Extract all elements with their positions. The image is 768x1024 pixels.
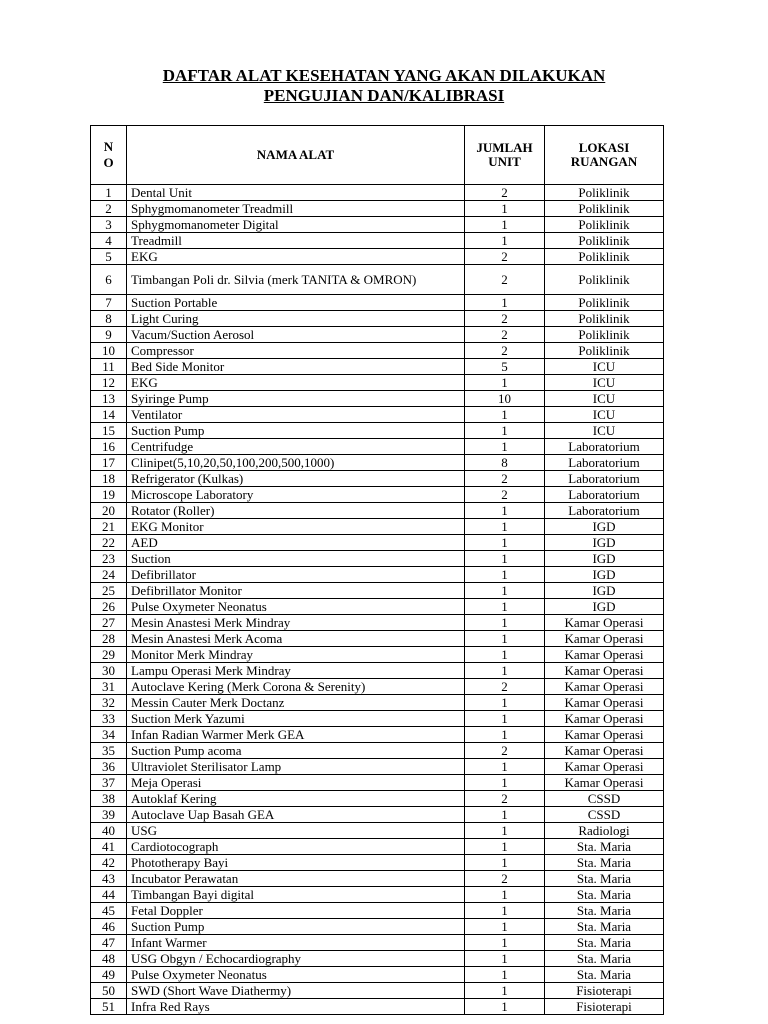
row-location: ICU — [545, 359, 664, 375]
table-row — [91, 999, 664, 1015]
equipment-table — [90, 125, 664, 1015]
row-location: Fisioterapi — [545, 983, 664, 999]
row-location: Sta. Maria — [545, 903, 664, 919]
row-equipment-name: Suction Pump — [127, 423, 465, 439]
table-row — [91, 407, 664, 423]
row-equipment-name: Autoklaf Kering — [127, 791, 465, 807]
document-title — [0, 66, 768, 106]
row-location: Poliklinik — [545, 327, 664, 343]
table-row — [91, 775, 664, 791]
row-equipment-name: Incubator Perawatan — [127, 871, 465, 887]
table-row — [91, 887, 664, 903]
row-location: Kamar Operasi — [545, 743, 664, 759]
row-equipment-name: Ventilator — [127, 407, 465, 423]
row-unit-count: 2 — [465, 327, 545, 343]
row-location: Sta. Maria — [545, 871, 664, 887]
row-location: Poliklinik — [545, 311, 664, 327]
row-equipment-name: Cardiotocograph — [127, 839, 465, 855]
row-location: Kamar Operasi — [545, 631, 664, 647]
table-row — [91, 631, 664, 647]
row-number: 9 — [91, 327, 127, 343]
row-unit-count: 2 — [465, 471, 545, 487]
table-body — [91, 185, 664, 1015]
row-location: Kamar Operasi — [545, 679, 664, 695]
row-number: 43 — [91, 871, 127, 887]
row-equipment-name: Timbangan Poli dr. Silvia (merk TANITA & OMRON) — [127, 265, 465, 295]
row-location: Poliklinik — [545, 249, 664, 265]
header-qty-line-2: UNIT — [488, 154, 521, 169]
row-equipment-name: Autoclave Uap Basah GEA — [127, 807, 465, 823]
row-unit-count: 1 — [465, 375, 545, 391]
table-row — [91, 201, 664, 217]
row-unit-count: 8 — [465, 455, 545, 471]
row-equipment-name: Sphygmomanometer Treadmill — [127, 201, 465, 217]
row-location: Sta. Maria — [545, 951, 664, 967]
row-equipment-name: Suction Pump — [127, 919, 465, 935]
table-row — [91, 791, 664, 807]
row-equipment-name: Messin Cauter Merk Doctanz — [127, 695, 465, 711]
row-equipment-name: Monitor Merk Mindray — [127, 647, 465, 663]
row-location: Poliklinik — [545, 233, 664, 249]
row-equipment-name: Defibrillator Monitor — [127, 583, 465, 599]
row-number: 36 — [91, 759, 127, 775]
row-unit-count: 2 — [465, 311, 545, 327]
row-equipment-name: Infant Warmer — [127, 935, 465, 951]
row-unit-count: 2 — [465, 743, 545, 759]
row-location: Laboratorium — [545, 471, 664, 487]
row-equipment-name: EKG — [127, 375, 465, 391]
table-row — [91, 343, 664, 359]
table-row — [91, 903, 664, 919]
table-row — [91, 567, 664, 583]
title-line-1: DAFTAR ALAT KESEHATAN YANG AKAN DILAKUKAN — [162, 66, 606, 85]
header-no-line-1: N — [103, 139, 114, 154]
header-qty-line-1: JUMLAH — [476, 140, 533, 155]
row-number: 49 — [91, 967, 127, 983]
row-location: ICU — [545, 375, 664, 391]
row-unit-count: 1 — [465, 233, 545, 249]
row-equipment-name: Ultraviolet Sterilisator Lamp — [127, 759, 465, 775]
row-equipment-name: Compressor — [127, 343, 465, 359]
table-row — [91, 551, 664, 567]
row-location: Kamar Operasi — [545, 647, 664, 663]
table-row — [91, 375, 664, 391]
row-equipment-name: SWD (Short Wave Diathermy) — [127, 983, 465, 999]
header-no — [91, 126, 127, 185]
table-row — [91, 807, 664, 823]
row-equipment-name: Meja Operasi — [127, 775, 465, 791]
row-equipment-name: Defibrillator — [127, 567, 465, 583]
row-number: 23 — [91, 551, 127, 567]
row-equipment-name: Treadmill — [127, 233, 465, 249]
row-number: 40 — [91, 823, 127, 839]
row-equipment-name: Suction Merk Yazumi — [127, 711, 465, 727]
table-row — [91, 265, 664, 295]
row-unit-count: 1 — [465, 535, 545, 551]
row-number: 14 — [91, 407, 127, 423]
row-unit-count: 1 — [465, 647, 545, 663]
table-row — [91, 679, 664, 695]
row-location: Sta. Maria — [545, 855, 664, 871]
row-number: 19 — [91, 487, 127, 503]
row-unit-count: 1 — [465, 983, 545, 999]
table-row — [91, 249, 664, 265]
header-qty — [465, 126, 545, 185]
table-row — [91, 439, 664, 455]
row-number: 46 — [91, 919, 127, 935]
row-unit-count: 1 — [465, 599, 545, 615]
row-unit-count: 1 — [465, 711, 545, 727]
table-row — [91, 327, 664, 343]
row-unit-count: 1 — [465, 217, 545, 233]
row-equipment-name: Fetal Doppler — [127, 903, 465, 919]
row-number: 31 — [91, 679, 127, 695]
row-number: 21 — [91, 519, 127, 535]
row-unit-count: 1 — [465, 295, 545, 311]
row-unit-count: 1 — [465, 855, 545, 871]
row-unit-count: 2 — [465, 249, 545, 265]
row-location: Sta. Maria — [545, 919, 664, 935]
row-unit-count: 1 — [465, 503, 545, 519]
row-unit-count: 1 — [465, 583, 545, 599]
table-row — [91, 647, 664, 663]
table-row — [91, 983, 664, 999]
row-equipment-name: EKG Monitor — [127, 519, 465, 535]
row-unit-count: 1 — [465, 439, 545, 455]
row-unit-count: 1 — [465, 887, 545, 903]
table-row — [91, 935, 664, 951]
row-unit-count: 1 — [465, 567, 545, 583]
table-row — [91, 823, 664, 839]
row-unit-count: 1 — [465, 407, 545, 423]
row-equipment-name: Lampu Operasi Merk Mindray — [127, 663, 465, 679]
row-number: 3 — [91, 217, 127, 233]
row-number: 25 — [91, 583, 127, 599]
row-number: 47 — [91, 935, 127, 951]
header-location-line-1: LOKASI — [578, 140, 630, 155]
row-equipment-name: Refrigerator (Kulkas) — [127, 471, 465, 487]
row-unit-count: 1 — [465, 695, 545, 711]
row-unit-count: 2 — [465, 679, 545, 695]
row-unit-count: 1 — [465, 631, 545, 647]
row-number: 50 — [91, 983, 127, 999]
row-equipment-name: Timbangan Bayi digital — [127, 887, 465, 903]
table-row — [91, 871, 664, 887]
row-equipment-name: Sphygmomanometer Digital — [127, 217, 465, 233]
table-row — [91, 743, 664, 759]
header-no-line-2: O — [103, 155, 114, 170]
row-unit-count: 1 — [465, 759, 545, 775]
row-number: 1 — [91, 185, 127, 201]
row-location: Poliklinik — [545, 265, 664, 295]
row-equipment-name: Infan Radian Warmer Merk GEA — [127, 727, 465, 743]
table-row — [91, 295, 664, 311]
row-equipment-name: Phototherapy Bayi — [127, 855, 465, 871]
row-location: IGD — [545, 567, 664, 583]
row-location: Kamar Operasi — [545, 727, 664, 743]
table-row — [91, 487, 664, 503]
row-unit-count: 10 — [465, 391, 545, 407]
table-row — [91, 599, 664, 615]
row-number: 30 — [91, 663, 127, 679]
table-row — [91, 711, 664, 727]
table-row — [91, 695, 664, 711]
table-row — [91, 185, 664, 201]
row-unit-count: 2 — [465, 185, 545, 201]
row-equipment-name: Centrifudge — [127, 439, 465, 455]
table-row — [91, 503, 664, 519]
row-equipment-name: Rotator (Roller) — [127, 503, 465, 519]
row-location: Kamar Operasi — [545, 775, 664, 791]
row-equipment-name: Vacum/Suction Aerosol — [127, 327, 465, 343]
table-row — [91, 455, 664, 471]
row-number: 7 — [91, 295, 127, 311]
row-number: 5 — [91, 249, 127, 265]
row-location: Sta. Maria — [545, 935, 664, 951]
row-location: Sta. Maria — [545, 887, 664, 903]
row-number: 42 — [91, 855, 127, 871]
row-location: Laboratorium — [545, 439, 664, 455]
row-number: 29 — [91, 647, 127, 663]
row-location: Kamar Operasi — [545, 663, 664, 679]
row-unit-count: 1 — [465, 919, 545, 935]
row-unit-count: 1 — [465, 727, 545, 743]
table-row — [91, 855, 664, 871]
table-row — [91, 839, 664, 855]
row-number: 32 — [91, 695, 127, 711]
row-number: 35 — [91, 743, 127, 759]
row-number: 17 — [91, 455, 127, 471]
row-location: Kamar Operasi — [545, 711, 664, 727]
row-location: Poliklinik — [545, 217, 664, 233]
row-location: Kamar Operasi — [545, 695, 664, 711]
row-location: IGD — [545, 599, 664, 615]
row-equipment-name: Pulse Oxymeter Neonatus — [127, 599, 465, 615]
row-location: Laboratorium — [545, 455, 664, 471]
table-row — [91, 217, 664, 233]
table-row — [91, 359, 664, 375]
row-unit-count: 1 — [465, 999, 545, 1015]
row-equipment-name: Syiringe Pump — [127, 391, 465, 407]
header-location — [545, 126, 664, 185]
row-number: 38 — [91, 791, 127, 807]
row-location: CSSD — [545, 791, 664, 807]
table-row — [91, 519, 664, 535]
row-unit-count: 1 — [465, 967, 545, 983]
row-location: ICU — [545, 407, 664, 423]
row-equipment-name: Suction — [127, 551, 465, 567]
table-row — [91, 311, 664, 327]
row-number: 4 — [91, 233, 127, 249]
row-number: 33 — [91, 711, 127, 727]
row-number: 34 — [91, 727, 127, 743]
row-unit-count: 2 — [465, 871, 545, 887]
row-number: 15 — [91, 423, 127, 439]
row-number: 11 — [91, 359, 127, 375]
row-unit-count: 2 — [465, 487, 545, 503]
row-location: Kamar Operasi — [545, 615, 664, 631]
row-equipment-name: Bed Side Monitor — [127, 359, 465, 375]
row-equipment-name: Autoclave Kering (Merk Corona & Serenity) — [127, 679, 465, 695]
row-equipment-name: USG — [127, 823, 465, 839]
row-number: 20 — [91, 503, 127, 519]
table-row — [91, 583, 664, 599]
row-location: IGD — [545, 535, 664, 551]
table-header-row — [91, 126, 664, 185]
row-location: Laboratorium — [545, 503, 664, 519]
row-unit-count: 1 — [465, 775, 545, 791]
row-number: 6 — [91, 265, 127, 295]
table-row — [91, 233, 664, 249]
table-row — [91, 391, 664, 407]
row-equipment-name: Suction Pump acoma — [127, 743, 465, 759]
row-number: 18 — [91, 471, 127, 487]
row-equipment-name: Light Curing — [127, 311, 465, 327]
row-equipment-name: Mesin Anastesi Merk Acoma — [127, 631, 465, 647]
row-unit-count: 1 — [465, 807, 545, 823]
row-number: 13 — [91, 391, 127, 407]
row-location: CSSD — [545, 807, 664, 823]
row-number: 8 — [91, 311, 127, 327]
row-equipment-name: Mesin Anastesi Merk Mindray — [127, 615, 465, 631]
row-number: 44 — [91, 887, 127, 903]
row-unit-count: 1 — [465, 839, 545, 855]
row-location: Sta. Maria — [545, 839, 664, 855]
table-row — [91, 663, 664, 679]
table-row — [91, 471, 664, 487]
row-location: ICU — [545, 391, 664, 407]
row-equipment-name: EKG — [127, 249, 465, 265]
row-unit-count: 1 — [465, 423, 545, 439]
row-unit-count: 1 — [465, 823, 545, 839]
table-row — [91, 535, 664, 551]
row-equipment-name: Clinipet(5,10,20,50,100,200,500,1000) — [127, 455, 465, 471]
row-number: 37 — [91, 775, 127, 791]
table-row — [91, 967, 664, 983]
title-line-2: PENGUJIAN DAN/KALIBRASI — [263, 86, 505, 105]
row-location: IGD — [545, 551, 664, 567]
row-location: Sta. Maria — [545, 967, 664, 983]
row-location: Poliklinik — [545, 295, 664, 311]
row-location: Poliklinik — [545, 343, 664, 359]
row-unit-count: 2 — [465, 265, 545, 295]
row-unit-count: 1 — [465, 903, 545, 919]
row-unit-count: 2 — [465, 791, 545, 807]
row-location: Fisioterapi — [545, 999, 664, 1015]
row-unit-count: 1 — [465, 551, 545, 567]
row-number: 45 — [91, 903, 127, 919]
row-number: 28 — [91, 631, 127, 647]
row-number: 26 — [91, 599, 127, 615]
row-equipment-name: Suction Portable — [127, 295, 465, 311]
row-number: 16 — [91, 439, 127, 455]
table-row — [91, 759, 664, 775]
row-location: Laboratorium — [545, 487, 664, 503]
row-location: IGD — [545, 519, 664, 535]
row-number: 10 — [91, 343, 127, 359]
row-number: 22 — [91, 535, 127, 551]
row-number: 12 — [91, 375, 127, 391]
header-location-line-2: RUANGAN — [570, 154, 638, 169]
row-equipment-name: Pulse Oxymeter Neonatus — [127, 967, 465, 983]
row-unit-count: 1 — [465, 519, 545, 535]
row-equipment-name: Dental Unit — [127, 185, 465, 201]
row-number: 39 — [91, 807, 127, 823]
row-number: 27 — [91, 615, 127, 631]
table-row — [91, 615, 664, 631]
row-unit-count: 1 — [465, 935, 545, 951]
row-unit-count: 1 — [465, 663, 545, 679]
table-row — [91, 951, 664, 967]
row-equipment-name: USG Obgyn / Echocardiography — [127, 951, 465, 967]
header-name: NAMA ALAT — [127, 126, 465, 185]
row-number: 2 — [91, 201, 127, 217]
table-row — [91, 727, 664, 743]
row-unit-count: 1 — [465, 951, 545, 967]
row-location: Poliklinik — [545, 201, 664, 217]
row-location: Kamar Operasi — [545, 759, 664, 775]
row-unit-count: 5 — [465, 359, 545, 375]
row-number: 51 — [91, 999, 127, 1015]
table-row — [91, 423, 664, 439]
row-location: Poliklinik — [545, 185, 664, 201]
row-location: IGD — [545, 583, 664, 599]
row-equipment-name: Infra Red Rays — [127, 999, 465, 1015]
row-location: Radiologi — [545, 823, 664, 839]
row-location: ICU — [545, 423, 664, 439]
row-number: 41 — [91, 839, 127, 855]
row-unit-count: 1 — [465, 615, 545, 631]
row-equipment-name: Microscope Laboratory — [127, 487, 465, 503]
row-equipment-name: AED — [127, 535, 465, 551]
row-number: 24 — [91, 567, 127, 583]
table-row — [91, 919, 664, 935]
row-number: 48 — [91, 951, 127, 967]
row-unit-count: 2 — [465, 343, 545, 359]
row-unit-count: 1 — [465, 201, 545, 217]
